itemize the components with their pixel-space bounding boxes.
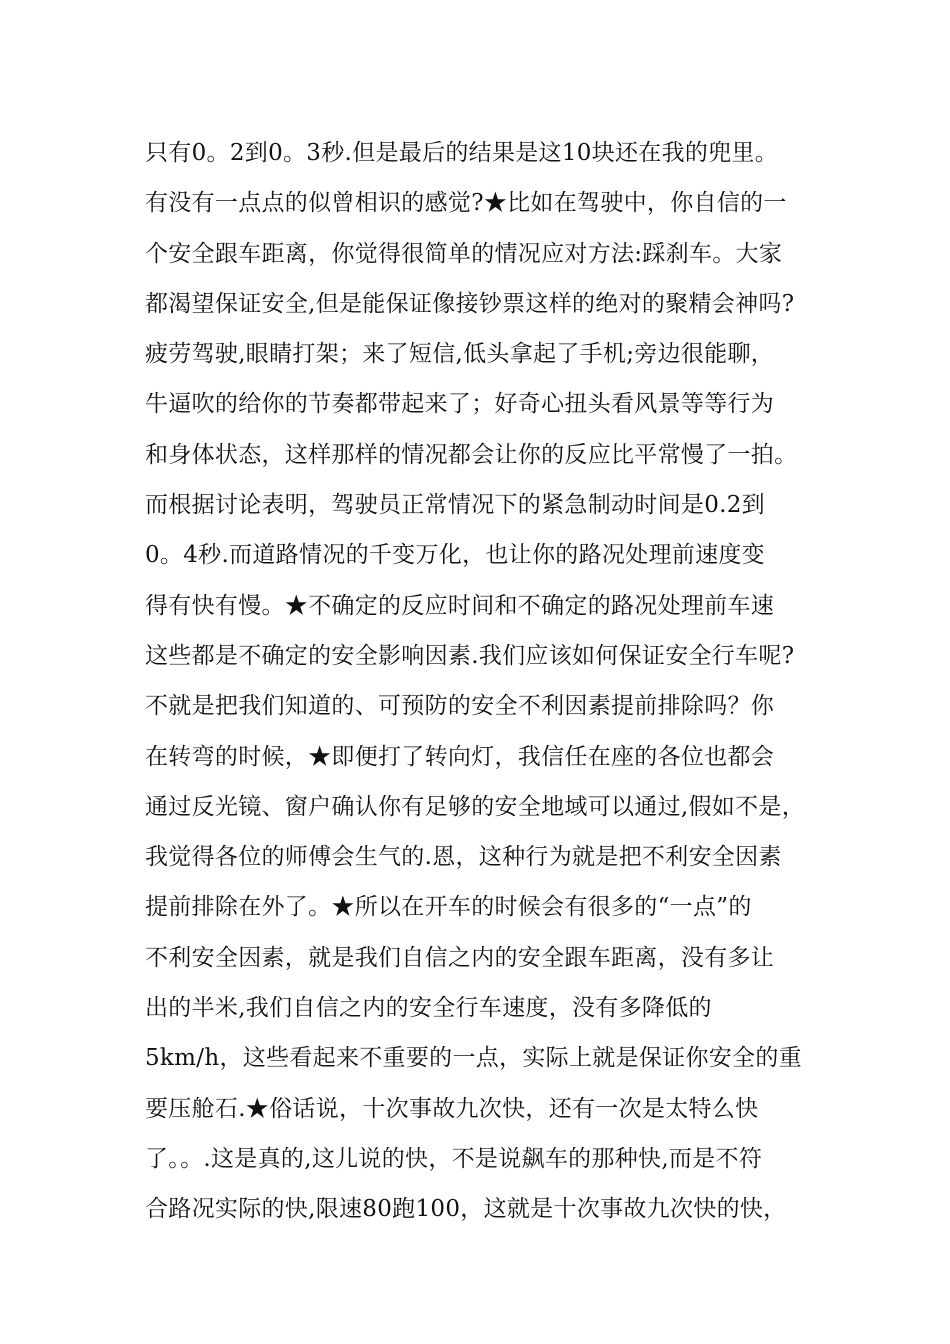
- text-line-11: 这些都是不确定的安全影响因素.我们应该如何保证安全行车呢?: [145, 642, 795, 669]
- text-line-2: 有没有一点点的似曾相识的感觉?★比如在驾驶中，你自信的一: [145, 190, 787, 217]
- text-line-19: 5km/h，这些看起来不重要的一点，实际上就是保证你安全的重: [145, 1045, 802, 1072]
- text-line-17: 不利安全因素，就是我们自信之内的安全跟车距离，没有多让: [145, 944, 775, 971]
- text-line-1: 只有0。2到0。3秒.但是最后的结果是这10块还在我的兜里。: [145, 140, 779, 166]
- text-line-3: 个安全跟车距离，你觉得很简单的情况应对方法:踩刹车。大家: [145, 240, 783, 267]
- text-line-14: 通过反光镜、窗户确认你有足够的安全地域可以通过,假如不是，: [145, 793, 806, 820]
- text-line-15: 我觉得各位的师傅会生气的.恩，这种行为就是把不利安全因素: [145, 844, 782, 871]
- text-line-18: 出的半米,我们自信之内的安全行车速度，没有多降低的: [145, 995, 712, 1022]
- text-line-5: 疲劳驾驶,眼睛打架；来了短信,低头拿起了手机;旁边很能聊，: [145, 341, 775, 368]
- text-line-8: 而根据讨论表明，驾驶员正常情况下的紧急制动时间是0.2到: [145, 492, 765, 519]
- body-text: [145, 128, 825, 1235]
- text-line-16: 提前排除在外了。★所以在开车的时候会有很多的“一点”的: [145, 894, 752, 921]
- text-line-22: 合路况实际的快,限速80跑100，这就是十次事故九次快的快，: [145, 1196, 787, 1223]
- text-line-9: 0。4秒.而道路情况的千变万化，也让你的路况处理前速度变: [145, 542, 765, 569]
- text-line-12: 不就是把我们知道的、可预防的安全不利因素提前排除吗？你: [145, 693, 775, 720]
- text-line-20: 要压舱石.★俗话说，十次事故九次快，还有一次是太特么快: [145, 1095, 759, 1122]
- text-line-6: 牛逼吹的给你的节奏都带起来了；好奇心扭头看风景等等行为: [145, 391, 775, 418]
- text-line-10: 得有快有慢。★不确定的反应时间和不确定的路况处理前车速: [145, 592, 775, 619]
- text-line-4: 都渴望保证安全,但是能保证像接钞票这样的绝对的聚精会神吗?: [145, 290, 795, 317]
- text-line-7: 和身体状态，这样那样的情况都会让你的反应比平常慢了一拍。: [145, 441, 798, 468]
- text-line-21: 了。。.这是真的,这儿说的快，不是说飙车的那种快,而是不符: [145, 1145, 763, 1172]
- text-line-13: 在转弯的时候，★即便打了转向灯，我信任在座的各位也都会: [145, 743, 775, 770]
